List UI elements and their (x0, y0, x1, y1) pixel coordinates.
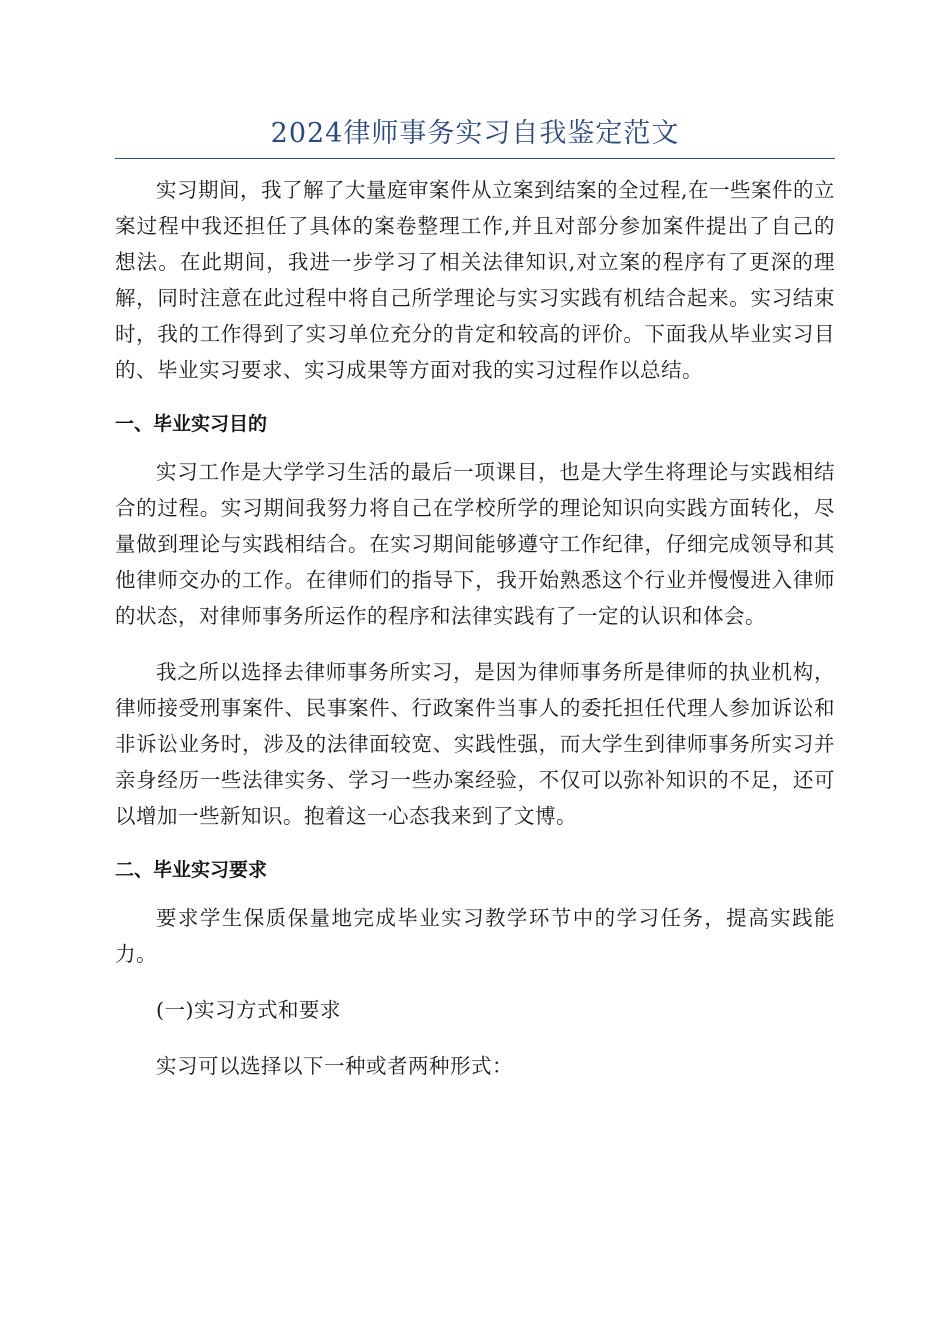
section-heading-requirements: 二、毕业实习要求 (115, 859, 268, 881)
requirement-paragraph-1: 要求学生保质保量地完成毕业实习教学环节中的学习任务，提高实践能力。 (115, 906, 835, 966)
document-body (115, 172, 835, 1084)
requirement-paragraph-2: 实习可以选择以下一种或者两种形式： (156, 1054, 513, 1078)
page-title: 2024律师事务实习自我鉴定范文 (270, 118, 680, 149)
title-block (115, 112, 835, 159)
section-heading-purpose: 一、毕业实习目的 (115, 413, 268, 435)
sub-heading-method: (一)实习方式和要求 (156, 998, 341, 1022)
purpose-paragraph-1: 实习工作是大学学习生活的最后一项课目，也是大学生将理论与实践相结合的过程。实习期间我努力将自己在学校所学的理论知识向实践方面转化，尽量做到理论与实践相结合。在实习期间能够遵守工作纪律，仔细完成领导和其他律师交办的工作。在律师们的指导下，我开始熟悉这个行业并慢慢进入律师的状态，对律师事务所运作的程序和法律实践有了一定的认识和体会。 (115, 460, 835, 628)
purpose-paragraph-2: 我之所以选择去律师事务所实习，是因为律师事务所是律师的执业机构，律师接受刑事案件、民事案件、行政案件当事人的委托担任代理人参加诉讼和非诉讼业务时，涉及的法律面较宽、实践性强，而大学生到律师事务所实习并亲身经历一些法律实务、学习一些办案经验，不仅可以弥补知识的不足，还可以增加一些新知识。抱着这一心态我来到了文博。 (115, 660, 835, 828)
intro-paragraph: 实习期间，我了解了大量庭审案件从立案到结案的全过程,在一些案件的立案过程中我还担任了具体的案卷整理工作,并且对部分参加案件提出了自己的想法。在此期间，我进一步学习了相关法律知识,对立案的程序有了更深的理解，同时注意在此过程中将自己所学理论与实习实践有机结合起来。实习结束时，我的工作得到了实习单位充分的肯定和较高的评价。下面我从毕业实习目的、毕业实习要求、实习成果等方面对我的实习过程作以总结。 (115, 178, 836, 382)
